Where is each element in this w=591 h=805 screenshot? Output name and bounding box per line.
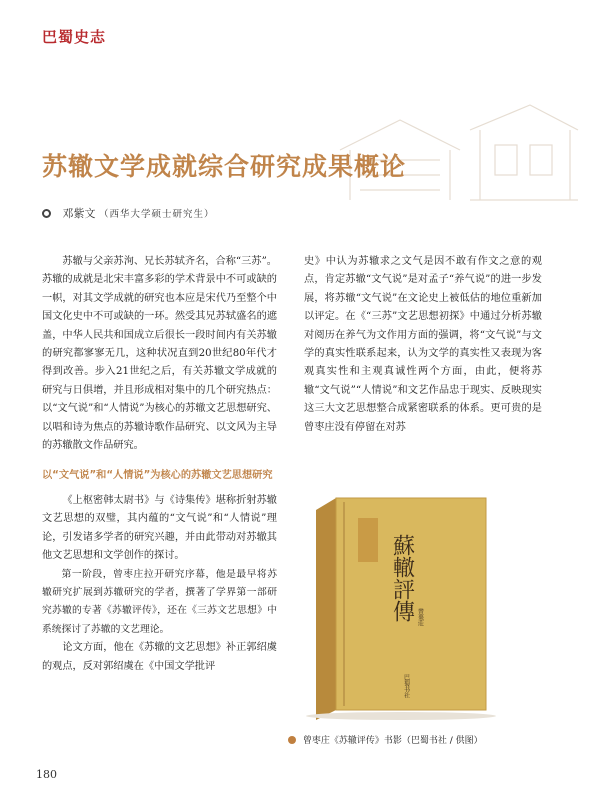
author-line <box>42 205 215 221</box>
paragraph: 第一阶段，曾枣庄拉开研究序幕，他是最早将苏辙研究扩展到苏辙研究的学者，撰著了学界第一部研究苏辙的专著《苏辙评传》，还在《三苏文艺思想》中系统探讨了苏辙的文艺理论。 <box>42 568 277 635</box>
bullet-circle-icon <box>42 209 51 218</box>
paragraph: 史》中认为苏辙求之文气是因不敢有作文之意的观点，肯定苏辙“文气说”是对孟子“养气说”的进一步发展，将苏辙“文气说”在文论史上被低估的地位重新加以评定。在《“三苏”文艺思想初探》中通过分析苏辙对阅历在养气为文作用方面的强调，将“文气说”与文学的真实性联系起来，认为文学的真实性又表现为客观真实性和主观真诚性两个方面，由此，便将苏辙“文气说”“人情说”和文艺作品忠于现实、反映现实这三大文艺思想整合成紧密联系的体系。更可贵的是曾枣庄没有停留在对苏 <box>304 256 542 433</box>
page-number: 180 <box>36 768 57 781</box>
journal-header: 巴蜀史志 <box>42 30 107 46</box>
article-title: 苏辙文学成就综合研究成果概论 <box>42 152 407 181</box>
paragraph: 《上枢密韩太尉书》与《诗集传》堪称折射苏辙文艺思想的双璧，其内蕴的“文气说”和“人情说”理论，引发诸多学者的研究兴趣，并由此带动对苏辙其他文艺思想和文学创作的探讨。 <box>42 494 277 562</box>
book-cover-title: 蘇轍評傳 <box>389 534 415 622</box>
book-cover-publisher: 巴蜀书社 <box>402 674 410 698</box>
figure-caption <box>288 733 483 746</box>
paragraph: 论文方面，他在《苏辙的文艺思想》补正郭绍虞的观点，反对郭绍虞在《中国文学批评 <box>42 642 277 672</box>
author-affiliation: （西华大学硕士研究生） <box>99 209 215 220</box>
right-column <box>304 253 542 437</box>
book-cover-photo <box>296 488 548 724</box>
author-name: 邓紫文 <box>62 207 96 220</box>
paragraph: 苏辙与父亲苏洵、兄长苏轼齐名，合称“三苏”。苏辙的成就是北宋丰富多彩的学术背景中不可或缺的一帜，对其文学成就的研究也本应是宋代乃至整个中国文化史中不可或缺的一环。然受其兄苏轼盛名的遮盖，中华人民共和国成立后很长一段时间内有关苏辙的研究都寥寥无几，这种状况直到20世纪80年代才得到改善。步入21世纪之后，有关苏辙文学成就的研究与日俱增，并且形成相对集中的几个研究热点：以“文气说”和“人情说”为核心的苏辙文艺思想研究、以唱和诗为焦点的苏辙诗歌作品研究、以文风为主导的苏辙散文作品研究。 <box>42 256 277 452</box>
left-column <box>42 253 277 676</box>
book-cover-author: 曾棗莊 <box>416 608 424 626</box>
section-subheading: 以“文气说”和“人情说”为核心的苏辙文艺思想研究 <box>42 470 273 482</box>
caption-text: 曾枣庄《苏辙评传》书影（巴蜀书社 / 供图） <box>302 736 483 746</box>
caption-bullet-icon <box>288 736 296 744</box>
